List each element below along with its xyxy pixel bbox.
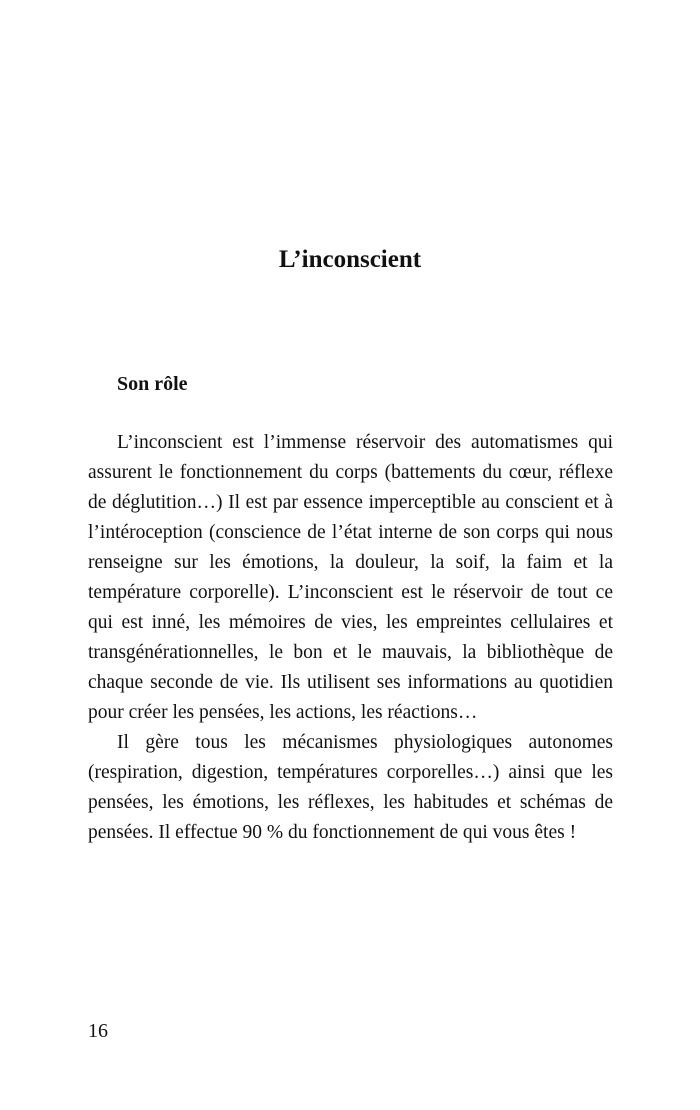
chapter-title: L’inconscient xyxy=(278,246,422,273)
paragraph-2: Il gère tous les mécanismes physiologiques autonomes (respiration, digestion, températures corporelles…) ainsi que les pensées, les émotions, les réflexes, les habitudes et schémas de pensées. Il effectue 90 % du fonctionnement de qui vous êtes ! xyxy=(88,732,613,843)
section-heading: Son rôle xyxy=(117,373,188,395)
paragraph-1: L’inconscient est l’immense réservoir des automatismes qui assurent le fonctionnement du corps (battements du cœur, réflexe de déglutition…) Il est par essence imperceptible au conscient et à l’intéroception (conscience de l’état interne de son corps qui nous renseigne sur les émotions, la douleur, la soif, la faim et la température corporelle). L’inconscient est le réservoir de tout ce qui est inné, les mémoires de vies, les empreintes cellulaires et transgénérationnelles, le bon et le mauvais, la bibliothèque de chaque seconde de vie. Ils utilisent ses informations au quotidien pour créer les pensées, les actions, les réactions… xyxy=(88,432,613,723)
body-text xyxy=(88,428,613,848)
page-number: 16 xyxy=(88,1020,108,1042)
